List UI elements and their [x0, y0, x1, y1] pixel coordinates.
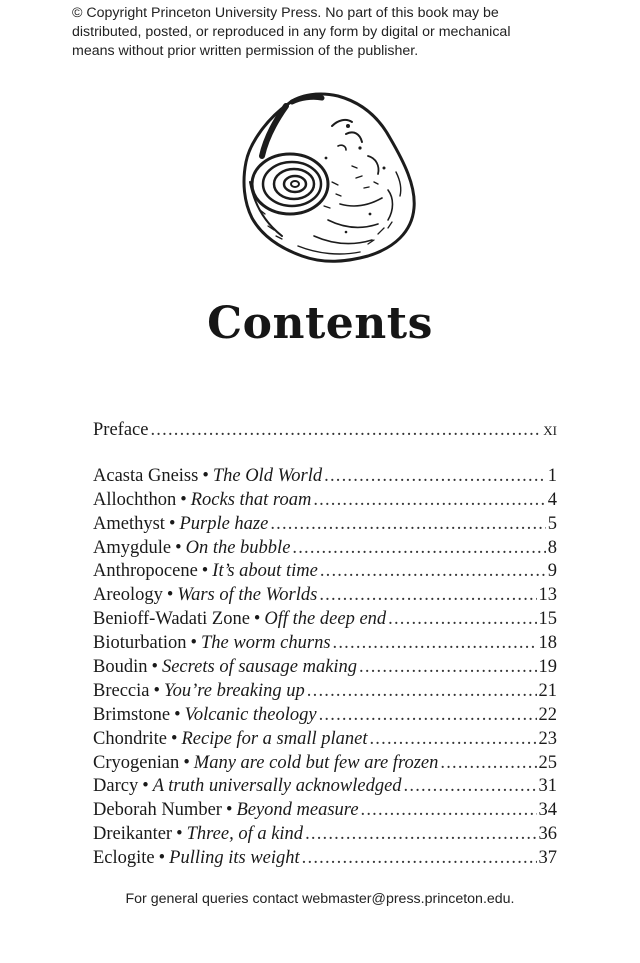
dot-leader [313, 490, 545, 511]
toc-subtitle: Off the deep end [264, 609, 387, 630]
toc-page-number: 22 [538, 704, 557, 725]
toc-entry [93, 753, 557, 777]
page-title: Contents [207, 298, 433, 349]
bullet-separator: • [151, 657, 158, 678]
toc-term: Darcy [93, 776, 139, 797]
toc-subtitle: Volcanic theology [184, 704, 317, 725]
bullet-separator: • [190, 633, 198, 654]
dot-leader [302, 848, 537, 869]
toc-entry [93, 705, 557, 729]
toc-entry [93, 657, 557, 681]
bullet-separator: • [174, 704, 181, 725]
toc-entry [93, 633, 557, 657]
bullet-separator: • [202, 465, 209, 486]
toc-entry [93, 824, 557, 848]
toc-entry [93, 514, 557, 538]
toc-term: Benioff-Wadati Zone [93, 609, 250, 630]
toc-entry [93, 776, 557, 800]
toc-page-number: 25 [538, 752, 557, 773]
toc-page-number: 34 [538, 800, 557, 821]
copyright-notice [72, 4, 592, 61]
toc-subtitle: Many are cold but few are frozen [193, 752, 439, 773]
toc-subtitle: Wars of the Worlds [177, 585, 318, 606]
toc-page-number: 18 [538, 633, 557, 654]
bullet-separator: • [176, 824, 183, 845]
toc-page-number: 31 [538, 776, 557, 797]
toc-page-number: 19 [538, 657, 557, 678]
toc-term: Anthropocene [93, 561, 198, 582]
dot-leader [319, 705, 537, 726]
toc-term: Boudin [93, 657, 148, 678]
toc-term: Amethyst [93, 513, 165, 534]
toc-page-number: 4 [547, 489, 557, 510]
toc-entry [93, 490, 557, 514]
dot-leader [292, 538, 545, 559]
dot-leader [359, 657, 536, 678]
toc-entry [93, 848, 557, 872]
bullet-separator: • [153, 680, 160, 701]
toc-term: Bioturbation [93, 633, 187, 654]
bullet-separator: • [166, 585, 174, 606]
toc-subtitle: On the bubble [185, 537, 291, 558]
toc-page-number: 8 [547, 537, 557, 558]
dot-leader [270, 514, 545, 535]
dot-leader [307, 681, 537, 702]
footer-contact: For general queries contact webmaster@press.princeton.edu. [125, 891, 515, 907]
toc-page-number: 37 [538, 848, 557, 869]
toc-term: Areology [93, 585, 163, 606]
bullet-separator: • [158, 848, 166, 869]
dot-leader [361, 800, 537, 821]
toc-subtitle: Recipe for a small planet [181, 728, 368, 749]
toc-term: Breccia [93, 680, 150, 701]
toc-term: Dreikanter [93, 824, 173, 845]
toc-term: Chondrite [93, 728, 167, 749]
toc-entry-preface [93, 420, 557, 444]
toc-subtitle: The Old World [212, 465, 323, 486]
ammonite-rock-icon [228, 86, 424, 266]
dot-leader [404, 776, 537, 797]
toc-subtitle: You’re breaking up [163, 680, 305, 701]
toc-term: Deborah Number [93, 800, 222, 821]
toc-page-number: xi [543, 420, 557, 440]
bullet-separator: • [180, 489, 187, 510]
toc-page-number: 23 [538, 728, 557, 749]
toc-term: Acasta Gneiss [93, 465, 199, 486]
toc-entry [93, 561, 557, 585]
toc-entries [93, 466, 557, 872]
toc-subtitle: Purple haze [179, 513, 269, 534]
toc-entry [93, 538, 557, 562]
dot-leader [324, 466, 546, 487]
toc-subtitle: Beyond measure [236, 800, 359, 821]
bullet-separator: • [142, 776, 149, 797]
toc-entry [93, 681, 557, 705]
toc-page-number: 5 [547, 513, 557, 534]
bullet-separator: • [225, 800, 233, 821]
bullet-separator: • [175, 537, 182, 558]
toc-page-number: 36 [538, 824, 557, 845]
toc-term: Amygdule [93, 537, 172, 558]
dot-leader [320, 561, 546, 582]
toc-subtitle: It’s about time [212, 561, 318, 582]
bullet-separator: • [201, 561, 209, 582]
toc-term: Preface [93, 420, 149, 440]
toc-subtitle: The worm churns [201, 633, 331, 654]
toc-subtitle: Secrets of sausage making [161, 657, 358, 678]
toc-term: Allochthon [93, 489, 177, 510]
toc-entry [93, 585, 557, 609]
toc-page-number: 21 [538, 680, 557, 701]
dot-leader [388, 609, 536, 630]
toc-subtitle: Rocks that roam [190, 489, 312, 510]
toc-subtitle: Three, of a kind [186, 824, 304, 845]
bullet-separator: • [168, 513, 176, 534]
copyright-line: means without prior written permission of the publisher. [72, 43, 419, 59]
toc-page-number: 15 [538, 609, 557, 630]
dot-leader [305, 824, 536, 845]
toc-page-number: 1 [547, 465, 557, 486]
dot-leader [369, 729, 536, 750]
bullet-separator: • [171, 728, 178, 749]
toc-term: Eclogite [93, 848, 155, 869]
bullet-separator: • [183, 752, 190, 773]
toc-entry [93, 729, 557, 753]
dot-leader [440, 753, 536, 774]
toc-term: Brimstone [93, 704, 171, 725]
table-of-contents [93, 420, 557, 872]
dot-leader [319, 585, 536, 606]
toc-subtitle: A truth universally acknowledged [152, 776, 402, 797]
toc-entry [93, 800, 557, 824]
toc-page-number: 9 [547, 561, 557, 582]
bullet-separator: • [253, 609, 261, 630]
toc-subtitle: Pulling its weight [169, 848, 300, 869]
toc-page-number: 13 [538, 585, 557, 606]
toc-term: Cryogenian [93, 752, 180, 773]
toc-entry [93, 466, 557, 490]
dot-leader [333, 633, 537, 654]
copyright-line: distributed, posted, or reproduced in any form by digital or mechanical [72, 24, 511, 40]
dot-leader [150, 420, 541, 441]
toc-entry [93, 609, 557, 633]
copyright-line: © Copyright Princeton University Press. No part of this book may be [72, 5, 499, 21]
